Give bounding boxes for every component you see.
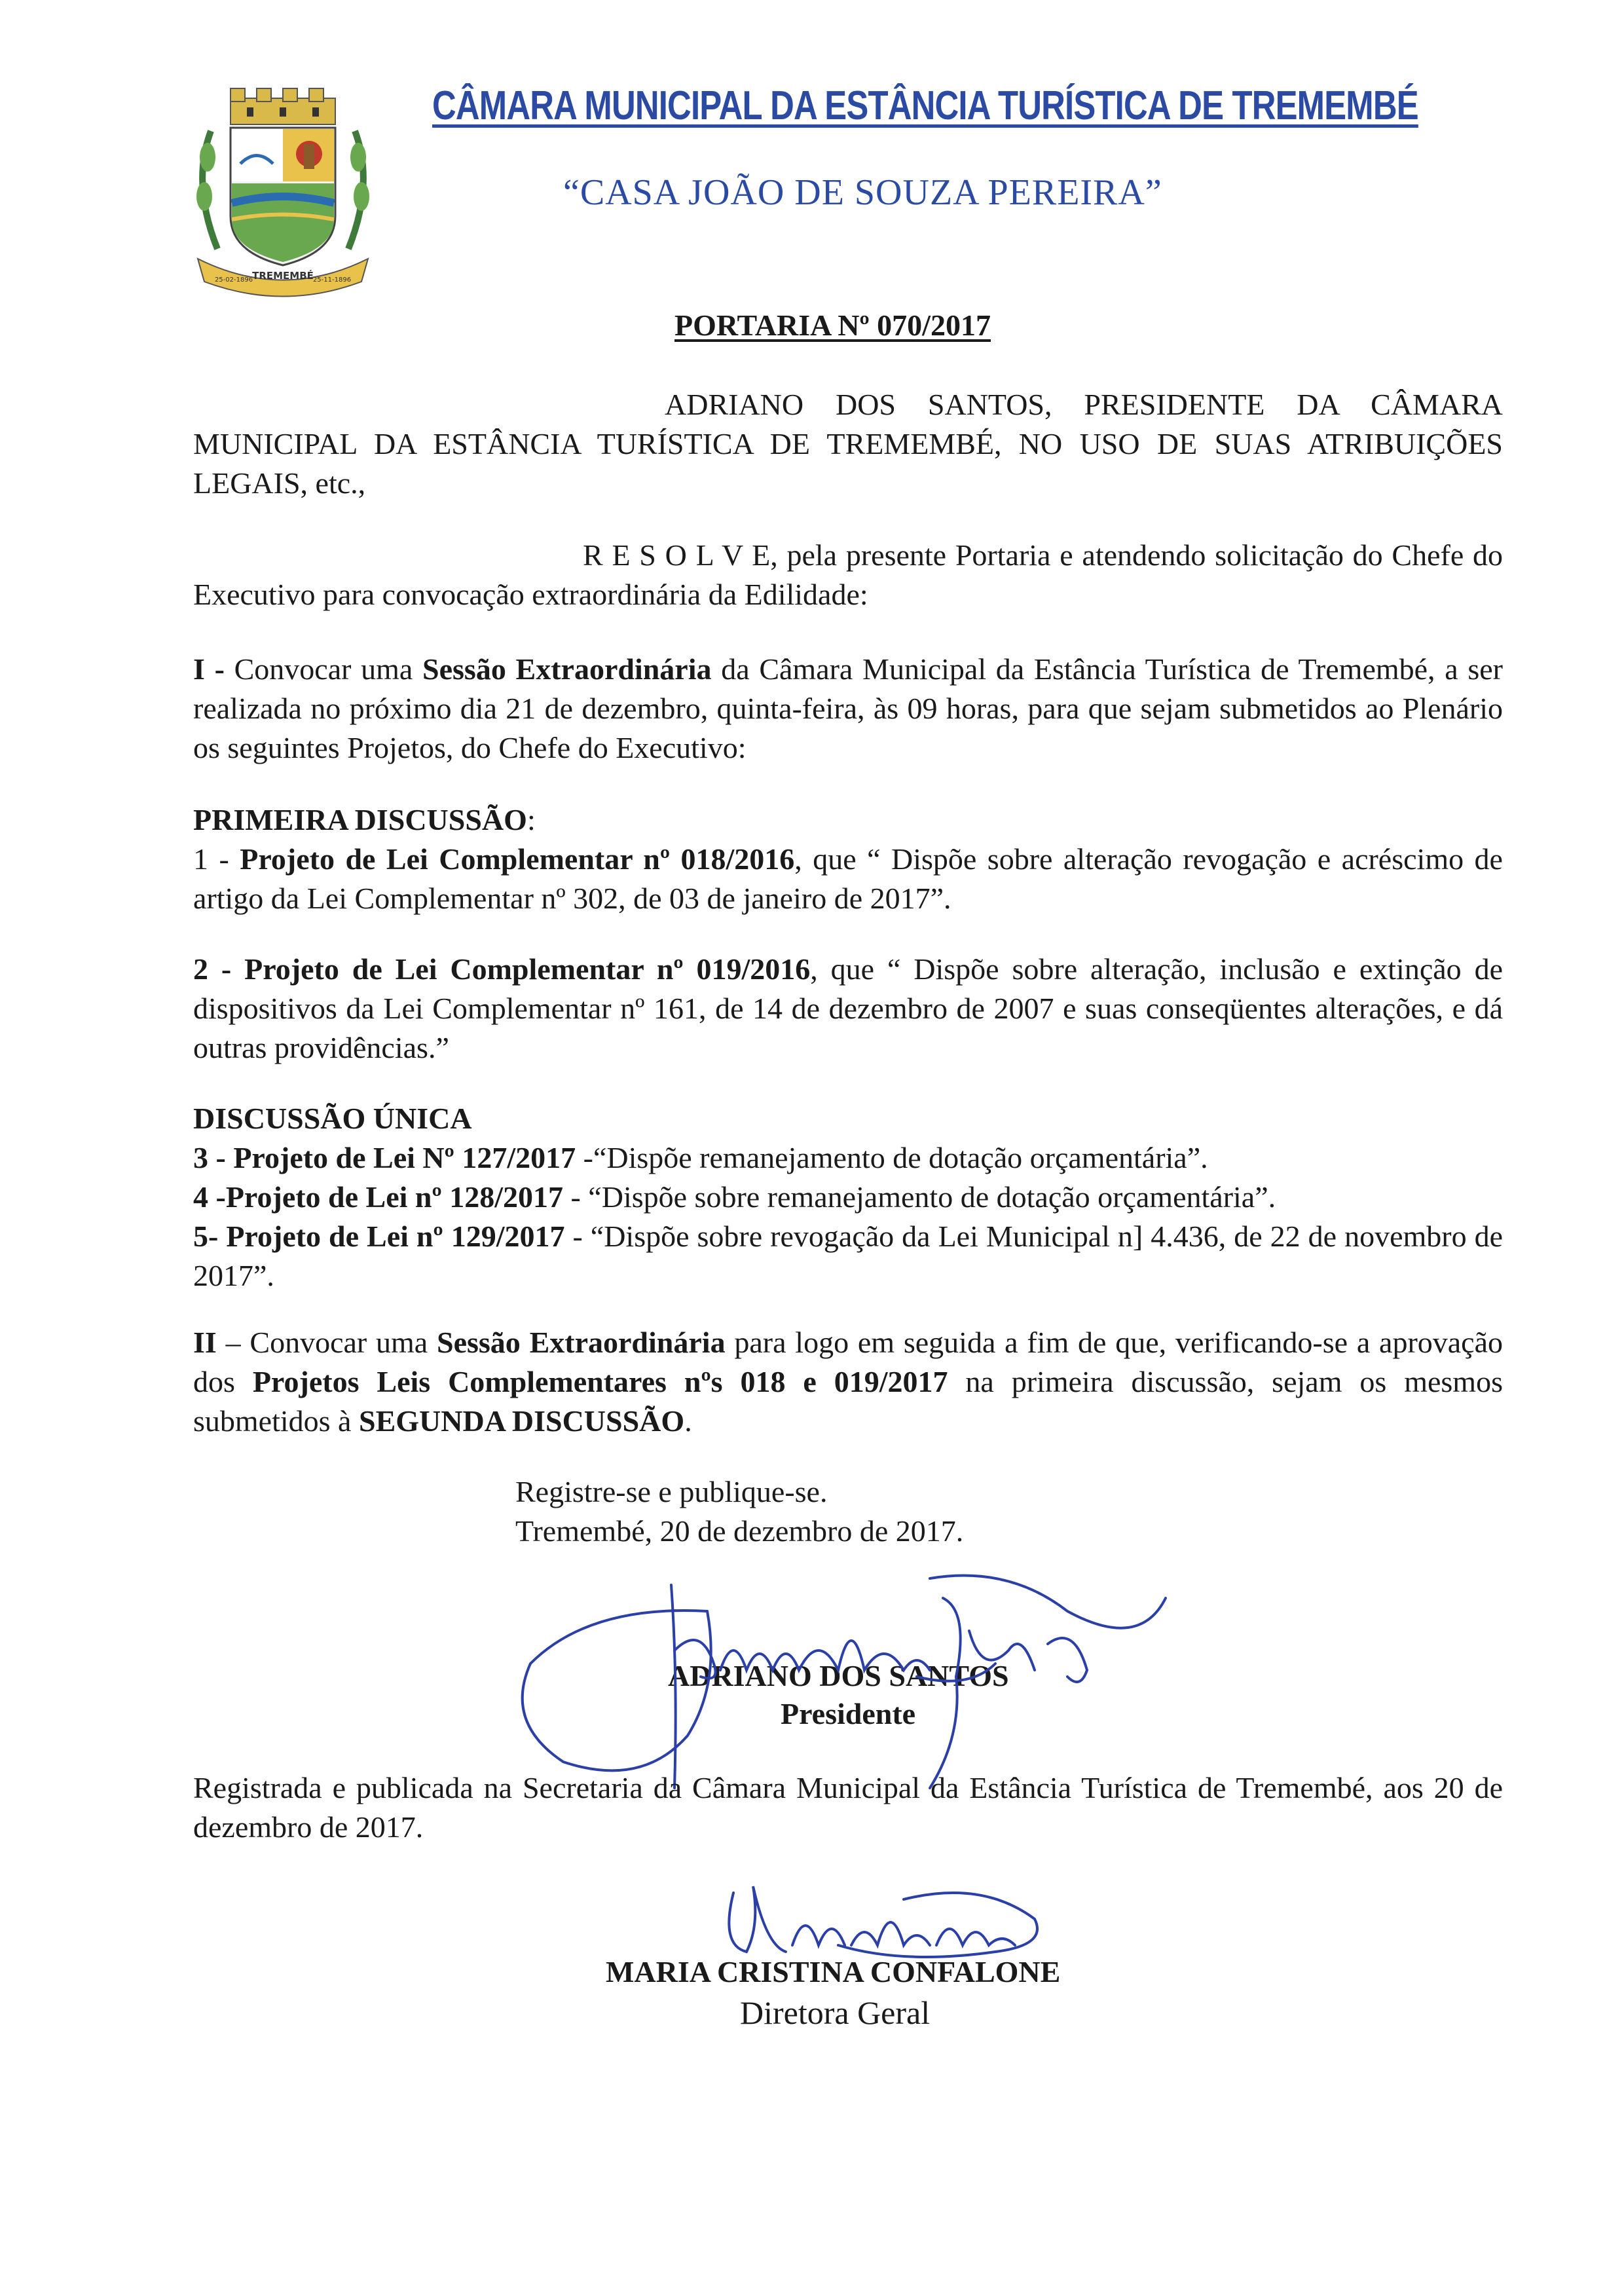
crest-date-right: 25-11-1896	[312, 276, 352, 284]
preamble	[193, 385, 1503, 503]
item-3-text: -“Dispõe remanejamento de dotação orçamentária”.	[576, 1141, 1208, 1174]
preamble-line1: ADRIANO DOS SANTOS, PRESIDENTE DA CÂMARA	[665, 388, 1503, 421]
resolve-word: R E S O L V E	[583, 538, 771, 572]
item-i-bold: Sessão Extraordinária	[422, 652, 712, 686]
first-discussion-heading: PRIMEIRA DISCUSSÃO	[193, 803, 527, 836]
item-ii-bold-3: SEGUNDA DISCUSSÃO	[358, 1404, 685, 1438]
item-1-bold: Projeto de Lei Complementar nº 018/2016	[240, 842, 795, 876]
closing-line-1: Registre-se e publique-se.	[515, 1475, 828, 1508]
director-role: Diretora Geral	[740, 1994, 931, 2031]
item-1-number: 1 -	[193, 842, 240, 876]
item-i-label: I -	[193, 652, 225, 686]
item-1-text: , que “ Dispõe sobre alteração revogação e acréscimo de artigo da Lei Complementar nº 302, de 03 de janeiro de 2017”.	[193, 842, 1503, 915]
item-i-text-pre: Convocar uma	[224, 652, 423, 686]
first-discussion-heading-suffix: :	[526, 803, 536, 836]
item-5-bold: 5- Projeto de Lei nº 129/2017	[193, 1220, 565, 1253]
preamble-rest: MUNICIPAL DA ESTÂNCIA TURÍSTICA DE TREMEMBÉ, NO USO DE SUAS ATRIBUIÇÕES LEGAIS, etc.,	[193, 427, 1503, 500]
closing-block	[515, 1472, 963, 1551]
item-5	[193, 1217, 1503, 1295]
item-3-bold: 3 - Projeto de Lei Nº 127/2017	[193, 1141, 576, 1174]
item-2-text: , que “ Dispõe sobre alteração, inclusão e extinção de dispositivos da Lei Complementar nº 161, de 14 de dezembro de 2007 e suas conseqüentes alterações, e dá outras providências.”	[193, 952, 1503, 1064]
item-i-paragraph	[193, 650, 1503, 768]
item-3	[193, 1138, 1503, 1178]
item-ii-mid-1: para logo em seguida a fim de que, verificando-se a aprovação dos	[193, 1326, 1504, 1398]
item-ii-end: .	[684, 1404, 692, 1438]
crest-date-left: 25-02-1896	[214, 276, 253, 284]
single-discussion-section	[193, 1099, 1503, 1295]
organization-title: CÂMARA MUNICIPAL DA ESTÂNCIA TURÍSTICA DE TREMEMBÉ	[432, 83, 1418, 128]
municipal-crest-logo	[185, 85, 381, 301]
item-5-text: - “Dispõe sobre revogação da Lei Municipal n] 4.436, de 22 de novembro de 2017”.	[193, 1220, 1504, 1292]
president-signature	[511, 1572, 1179, 1795]
president-name: ADRIANO DOS SANTOS	[668, 1659, 1009, 1692]
item-4-bold: 4 -Projeto de Lei nº 128/2017	[193, 1180, 563, 1214]
item-ii-bold-2: Projetos Leis Complementares nºs 018 e 019/2017	[252, 1365, 948, 1398]
registration-note: Registrada e publicada na Secretaria da Câmara Municipal da Estância Turística de Tremembé, aos 20 de dezembro de 2017.	[193, 1771, 1503, 1844]
first-discussion-item-1	[193, 840, 1503, 918]
portaria-number: PORTARIA Nº 070/2017	[674, 308, 991, 342]
item-4	[193, 1178, 1503, 1217]
item-4-text: - “Dispõe sobre remanejamento de dotação orçamentária”.	[563, 1180, 1276, 1214]
item-ii-paragraph	[193, 1323, 1503, 1441]
house-name: “CASA JOÃO DE SOUZA PEREIRA”	[563, 172, 1162, 213]
president-role: Presidente	[781, 1697, 916, 1730]
item-2-bold: 2 - Projeto de Lei Complementar nº 019/2016	[193, 952, 811, 986]
first-discussion-section	[193, 800, 1503, 918]
item-ii-bold-1: Sessão Extraordinária	[437, 1326, 726, 1359]
item-ii-label: II	[193, 1326, 217, 1359]
item-ii-mid-2: na primeira discussão, sejam os mesmos submetidos à	[193, 1365, 1503, 1438]
item-2-paragraph	[193, 950, 1503, 1068]
resolve-text: , pela presente Portaria e atendendo solicitação do Chefe do Executivo para convocação extraordinária da Edilidade:	[193, 538, 1503, 611]
director-name: MARIA CRISTINA CONFALONE	[606, 1955, 1061, 1988]
item-ii-pre: – Convocar uma	[216, 1326, 437, 1359]
closing-line-2: Tremembé, 20 de dezembro de 2017.	[515, 1514, 964, 1548]
item-i-text: da Câmara Municipal da Estância Turística de Tremembé, a ser realizada no próximo dia 21 de dezembro, quinta-feira, às 09 horas, para que sejam submetidos ao Plenário os seguintes Projetos, do Chefe do Executivo:	[193, 652, 1503, 764]
crest-ribbon-text: TREMEMBÉ	[252, 270, 314, 282]
resolve-paragraph	[193, 536, 1503, 614]
single-discussion-heading: DISCUSSÃO ÚNICA	[193, 1102, 472, 1135]
